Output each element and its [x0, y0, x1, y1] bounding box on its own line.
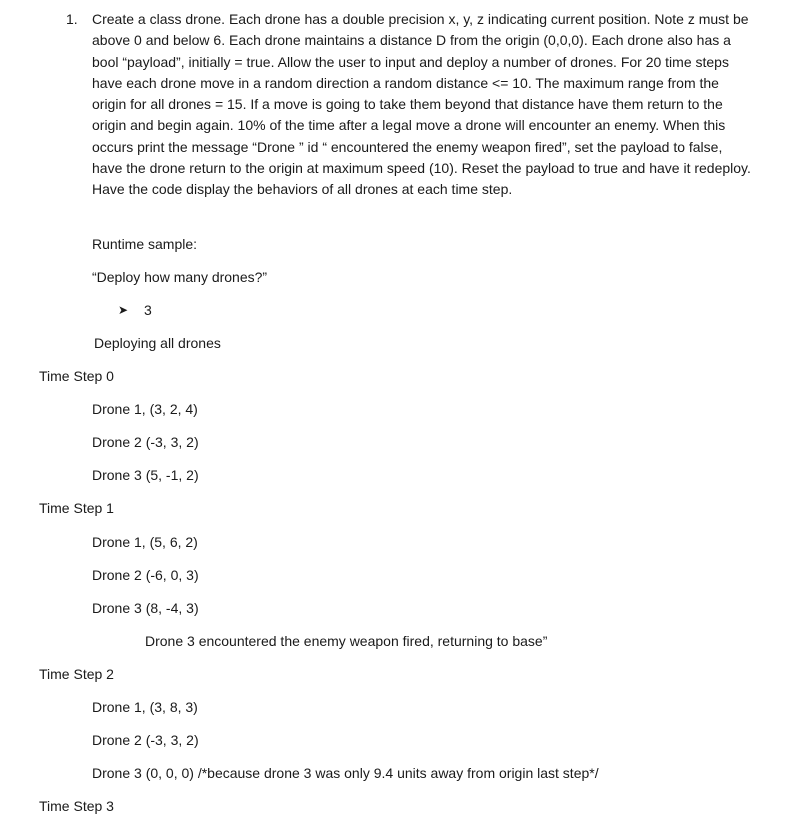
- time-step-label: Time Step 1: [39, 500, 114, 516]
- time-step-label: Time Step 2: [39, 666, 114, 682]
- drone-line: Drone 3 (0, 0, 0) /*because drone 3 was only 9.4 units away from origin last step*/: [92, 765, 599, 781]
- drone-line: Drone 2 (-3, 3, 2): [92, 732, 199, 748]
- deploying-message: Deploying all drones: [94, 335, 221, 351]
- drone-line: Drone 3 (8, -4, 3): [92, 600, 199, 616]
- list-number: 1.: [66, 11, 78, 27]
- drone-line: Drone 2 (-3, 3, 2): [92, 434, 199, 450]
- deploy-prompt: “Deploy how many drones?”: [92, 269, 268, 285]
- drone-line: Drone 2 (-6, 0, 3): [92, 567, 199, 583]
- arrow-bullet-icon: ➤: [118, 303, 129, 317]
- time-step-label: Time Step 0: [39, 368, 114, 384]
- drone-line: Drone 1, (3, 2, 4): [92, 401, 198, 417]
- drone-line: Drone 3 (5, -1, 2): [92, 467, 199, 483]
- time-step-label: Time Step 3: [39, 798, 114, 814]
- drone-line: Drone 1, (3, 8, 3): [92, 699, 198, 715]
- runtime-label: Runtime sample:: [92, 236, 198, 252]
- enemy-event-message: Drone 3 encountered the enemy weapon fired, returning to base”: [145, 633, 548, 649]
- drone-line: Drone 1, (5, 6, 2): [92, 534, 198, 550]
- problem-statement: Create a class drone. Each drone has a double precision x, y, z indicating current position. Note z must be above 0 and below 6. Each drone maintains a distance D from the origin (0,0,0). Each drone also has a bool “payload”, initially = true. Allow the user to input and deploy a number of drones. For 20 time steps have each drone move in a random direction a random distance <= 10. The maximum range from the origin for all drones = 15. If a move is going to take them beyond that distance have them return to the origin and begin again. 10% of the time after a legal move a drone will encounter an enemy. When this occurs print the message “Drone ” id “ encountered the enemy weapon fired”, set the payload to false, have the drone return to the origin at maximum speed (10). Reset the payload to true and have it redeploy. Have the code display the behaviors of all drones at each time step.: [92, 11, 751, 198]
- input-value: 3: [144, 302, 152, 318]
